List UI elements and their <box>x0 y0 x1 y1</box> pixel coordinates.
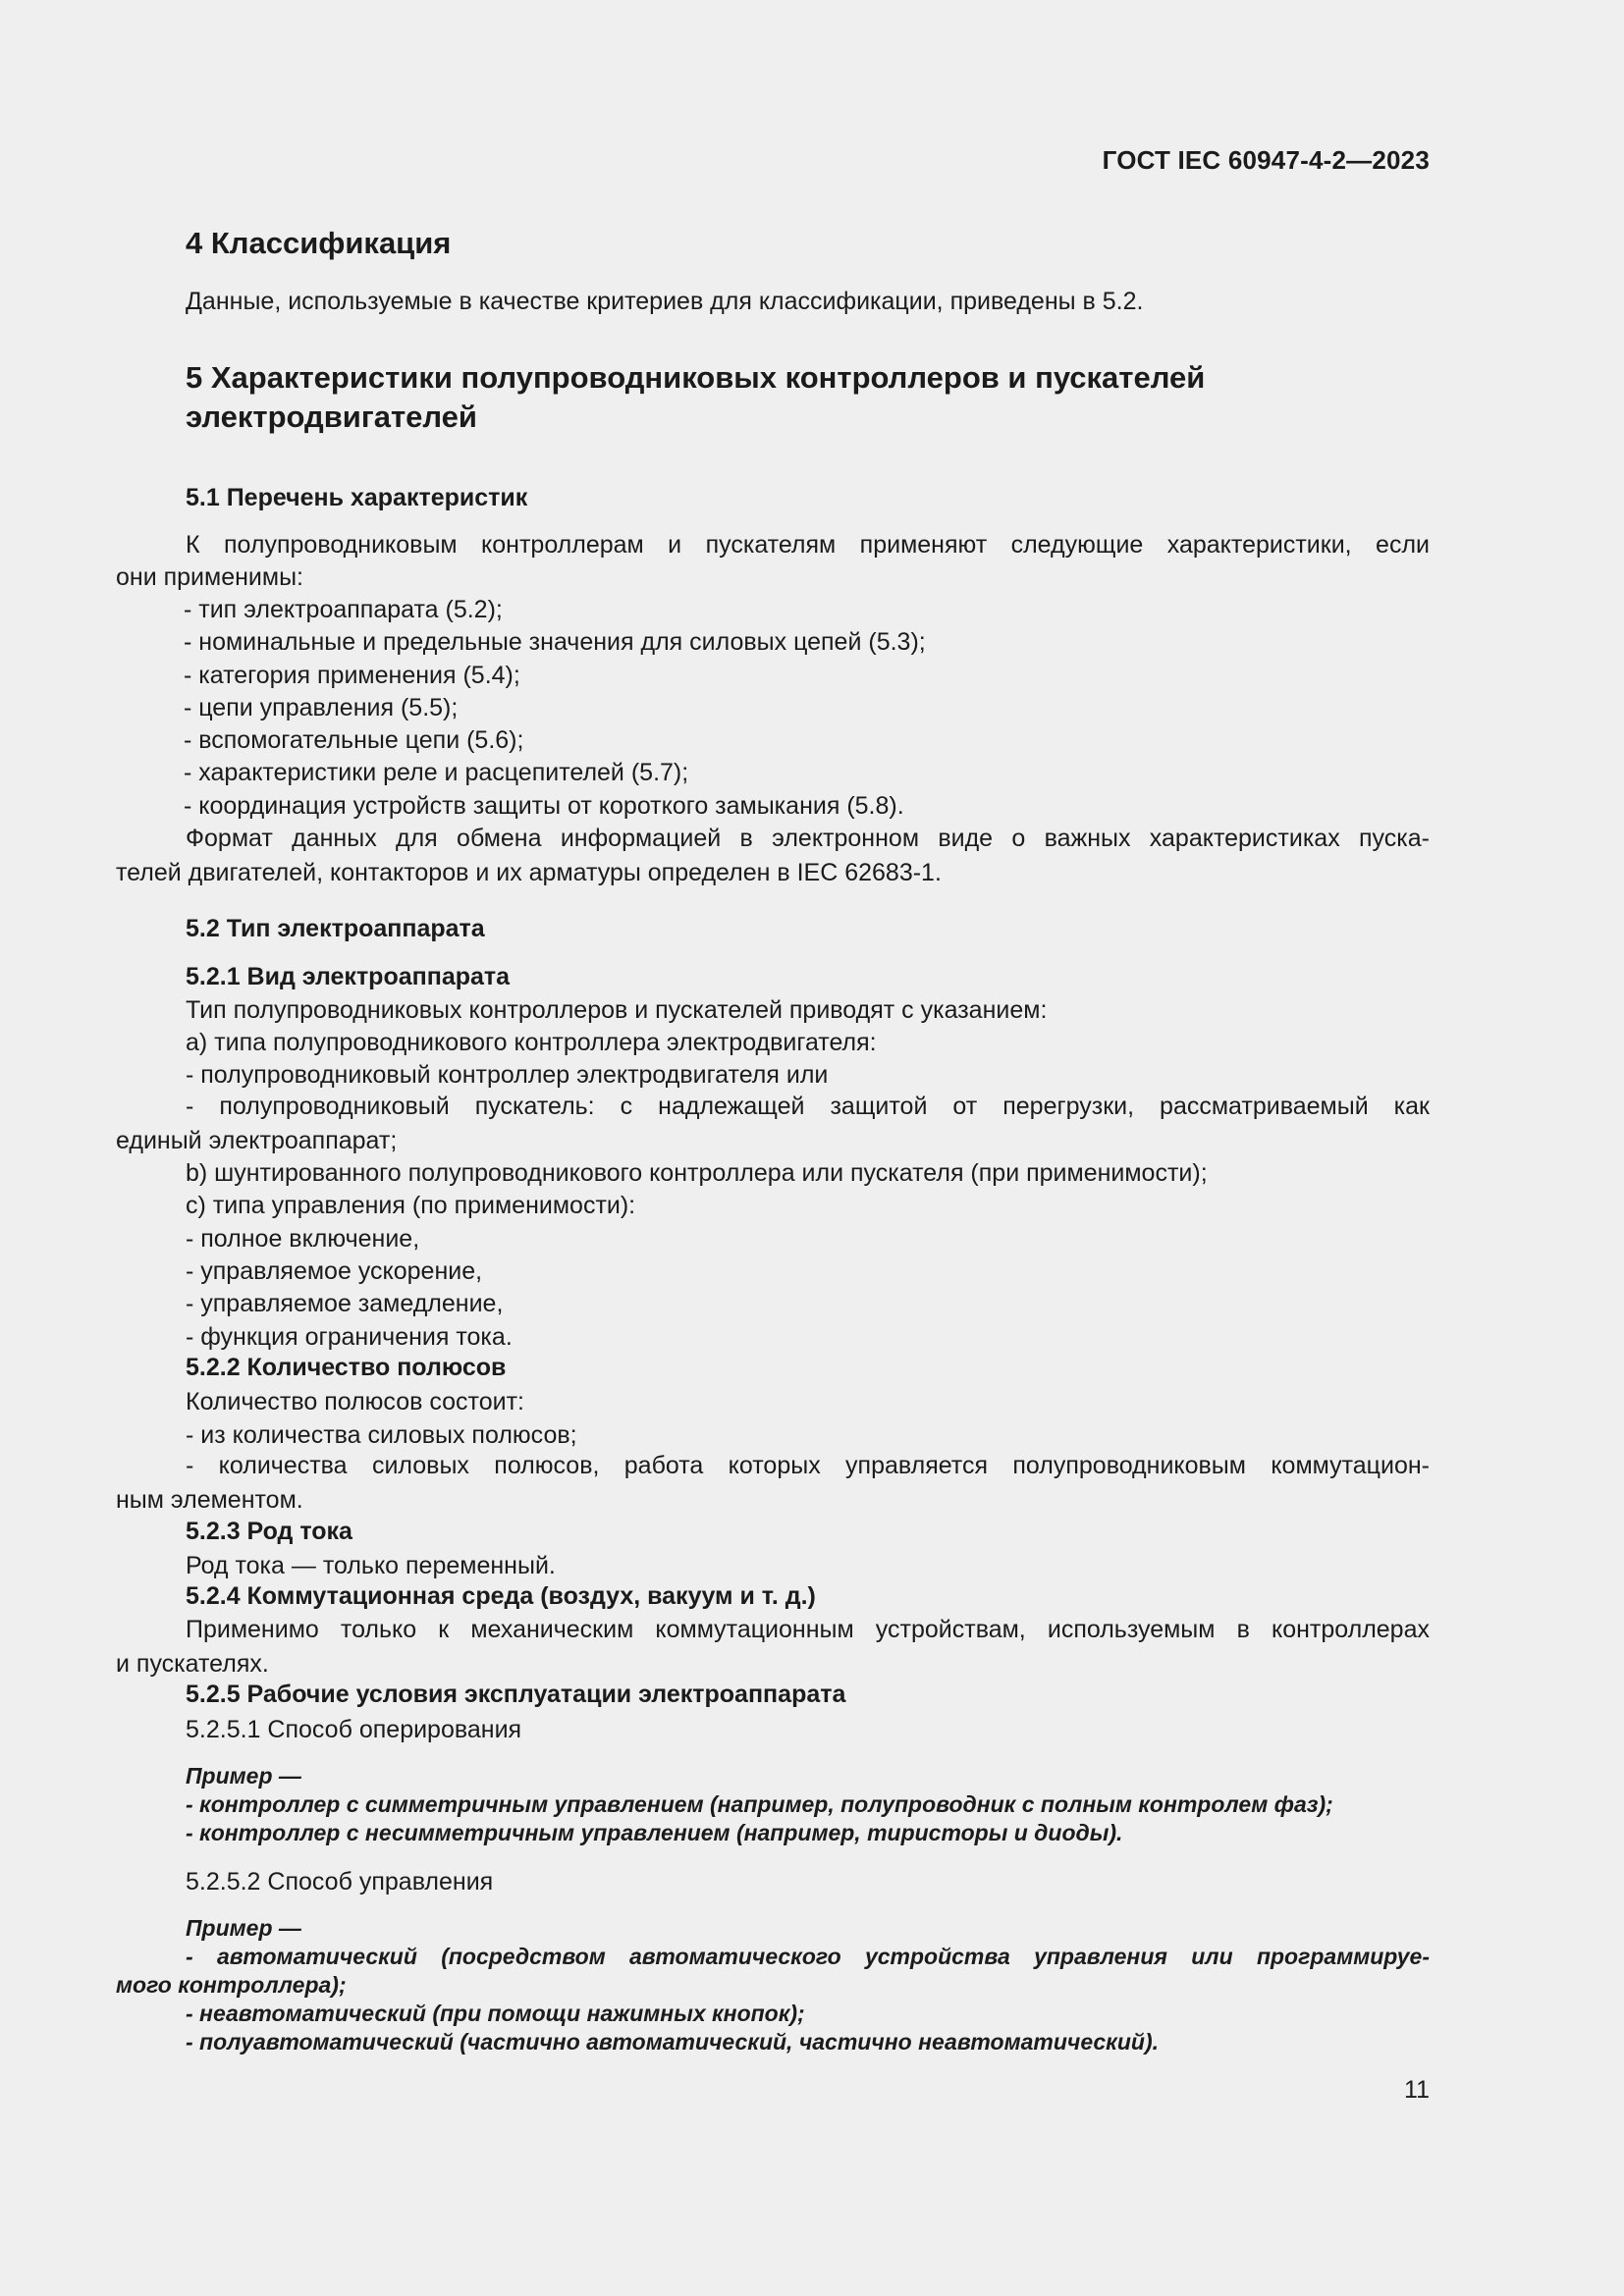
list-item: - вспомогательные цепи (5.6); <box>184 726 524 755</box>
list-item: - цепи управления (5.5); <box>184 693 459 721</box>
s524-line1: Применимо только к механическим коммутационным устройствам, используемым в контроллерах <box>186 1616 1430 1643</box>
s524-line2: и пускателях. <box>116 1650 269 1678</box>
section-4-text: Данные, используемые в качестве критериев для классификации, приведены в 5.2. <box>186 288 1144 315</box>
example-label: Пример — <box>186 1915 301 1941</box>
s522-line4: ным элементом. <box>116 1486 303 1514</box>
s521-line1: Тип полупроводниковых контроллеров и пускателей приводят с указанием: <box>186 996 1048 1024</box>
s521-line11: - функция ограничения тока. <box>186 1323 513 1351</box>
example-item: - полуавтоматический (частично автоматический, частично неавтоматический). <box>186 2029 1159 2055</box>
section-5-2-5-title: 5.2.5 Рабочие условия эксплуатации электроаппарата <box>186 1681 846 1708</box>
page-number: 11 <box>1404 2076 1430 2104</box>
s522-line3: - количества силовых полюсов, работа которых управляется полупроводниковым коммутацион- <box>186 1452 1430 1479</box>
characteristics-list <box>184 594 926 823</box>
section-5-title-line1: 5 Характеристики полупроводниковых контроллеров и пускателей <box>186 360 1206 395</box>
format-line2: телей двигателей, контакторов и их арматуры определен в IEC 62683-1. <box>116 859 942 886</box>
list-item: - характеристики реле и расцепителей (5.7); <box>184 759 689 787</box>
section-5-1-intro-line1: К полупроводниковым контроллерам и пускателям применяют следующие характеристики, если <box>186 531 1430 559</box>
example-item: - неавтоматический (при помощи нажимных кнопок); <box>186 2001 805 2026</box>
list-item: - координация устройств защиты от короткого замыкания (5.8). <box>184 791 904 820</box>
section-5-2-1-title: 5.2.1 Вид электроаппарата <box>186 963 511 990</box>
section-5-1-title: 5.1 Перечень характеристик <box>186 484 528 511</box>
s521-line8: - полное включение, <box>186 1225 420 1253</box>
list-item: - категория применения (5.4); <box>184 661 520 689</box>
s521-line10: - управляемое замедление, <box>186 1290 504 1317</box>
example-item: - контроллер с несимметричным управлением (например, тиристоры и диоды). <box>186 1820 1123 1845</box>
s521-line5: единый электроаппарат; <box>116 1127 398 1154</box>
section-5-2-3-title: 5.2.3 Род тока <box>186 1518 352 1545</box>
s522-line2: - из количества силовых полюсов; <box>186 1421 577 1449</box>
standard-designation: ГОСТ IEC 60947-4-2—2023 <box>1102 145 1430 175</box>
section-5-2-5-2-title: 5.2.5.2 Способ управления <box>186 1868 494 1896</box>
s521-line3: - полупроводниковый контроллер электродвигателя или <box>186 1061 829 1089</box>
s522-line1: Количество полюсов состоит: <box>186 1388 524 1415</box>
section-5-title-line2: электродвигателей <box>186 400 477 434</box>
section-5-2-2-title: 5.2.2 Количество полюсов <box>186 1354 507 1381</box>
list-item: - номинальные и предельные значения для силовых цепей (5.3); <box>184 628 926 657</box>
example-label: Пример — <box>186 1763 301 1789</box>
section-5-1-intro-line2: они применимы: <box>116 563 303 591</box>
s521-line7: с) типа управления (по применимости): <box>186 1192 636 1219</box>
s521-line4: - полупроводниковый пускатель: с надлежащей защитой от перегрузки, рассматриваемый как <box>186 1093 1430 1120</box>
format-line1: Формат данных для обмена информацией в электронном виде о важных характеристиках пуска- <box>186 825 1430 852</box>
example-item: - контроллер с симметричным управлением (например, полупроводник с полным контролем фаз); <box>186 1791 1333 1817</box>
list-item: - тип электроаппарата (5.2); <box>184 596 503 623</box>
s521-line2: а) типа полупроводникового контроллера электродвигателя: <box>186 1029 877 1056</box>
section-5-2-title: 5.2 Тип электроаппарата <box>186 915 485 942</box>
s521-line9: - управляемое ускорение, <box>186 1257 483 1285</box>
s523-line1: Род тока — только переменный. <box>186 1552 556 1579</box>
example-item: - автоматический (посредством автоматического устройства управления или программируе- <box>186 1944 1430 1969</box>
example-item-continuation: мого контроллера); <box>116 1972 347 1998</box>
section-4-title: 4 Классификация <box>186 226 452 260</box>
section-5-2-4-title: 5.2.4 Коммутационная среда (воздух, вакуум и т. д.) <box>186 1582 816 1610</box>
s521-line6: b) шунтированного полупроводникового контроллера или пускателя (при применимости); <box>186 1159 1208 1187</box>
section-5-2-5-1-title: 5.2.5.1 Способ оперирования <box>186 1716 522 1743</box>
